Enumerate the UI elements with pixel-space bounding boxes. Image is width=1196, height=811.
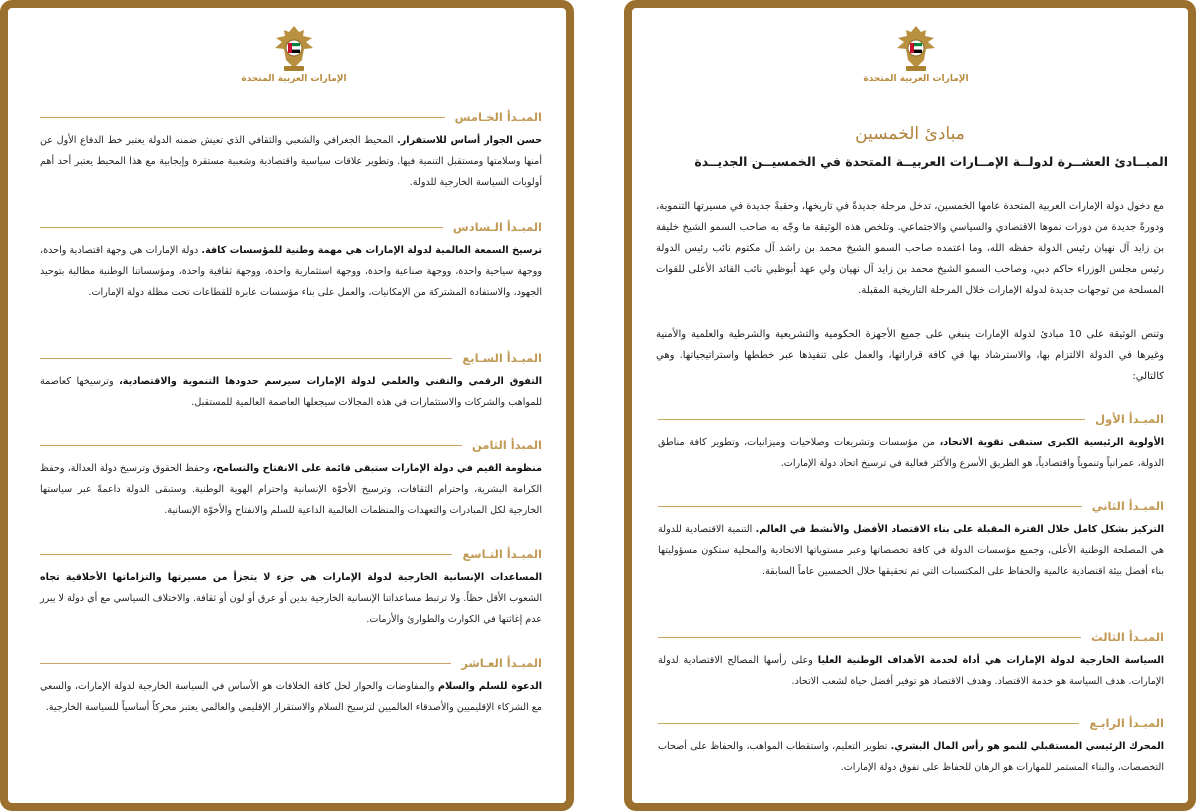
page-left (0, 0, 574, 811)
principle-title: المبـدأ الخـامس (454, 110, 542, 124)
principle-title: المبـدأ التـاسع (462, 547, 542, 561)
intro-paragraph-1: مع دخول دولة الإمارات العربية المتحدة عامها الخمسين، تدخل مرحلة جديدةً في تاريخها، وحقبةً جديدة في مسيرتها التنموية، ودورةً جديدة من دورات نموها الاقتصادي والسياسي والاجتماعي. وتلخص هذه الوثيقة ما وجّه به صاحب السمو الشيخ خليفة بن زايد آل نهيان رئيس الدولة حفظه الله، وما اعتمده صاحب السمو الشيخ محمد بن راشد آل مكتوم نائب رئيس الدولة رئيس مجلس الوزراء حاكم دبي، وصاحب السمو الشيخ محمد بن زايد آل نهيان ولي عهد أبوظبي نائب القائد الأعلى للقوات المسلحة من توجهات جديدة لدولة الإمارات خلال المرحلة التاريخية المقبلة. (656, 201, 1164, 296)
principle-body: وحفظ الحقوق وترسيخ دولة العدالة، وحفظ الكرامة البشرية، واحترام الثقافات، وترسيخ الأخوّة الإنسانية واحترام الهوية الوطنية. وستبقى الدولة داعمةً عبر سياستها الخارجية لكل المبادرات والتعهدات والمنظمات العالمية الداعية للسلم والانفتاح والأخوّة الإنسانية. (40, 463, 542, 516)
principle-title: المبـدأ الأول (1095, 412, 1164, 426)
principle-3 (658, 628, 1164, 692)
divider (658, 637, 1081, 638)
brand-name: الإمارات العربية المتحدة (241, 74, 347, 84)
divider (40, 445, 462, 446)
brand-name: الإمارات العربية المتحدة (863, 74, 969, 84)
principle-body: من مؤسسات وتشريعات وصلاحيات وميزانيات، وتطوير كافة مناطق الدولة، عمرانياً وتنموياً واقتصادياً، هو الطريق الأسرع والأكثر فعالية في ترسيخ اتحاد دولة الإمارات. (658, 437, 1164, 469)
principle-lead: ترسيخ السمعة العالمية لدولة الإمارات هي مهمة وطنية للمؤسسات كافة. (201, 245, 542, 256)
principle-8 (40, 436, 542, 521)
principle-text (658, 519, 1164, 582)
principle-title: المبـدأ السـابع (462, 351, 542, 365)
principle-text (658, 432, 1164, 474)
principle-body: الشعوب الأقل حظاً. ولا ترتبط مساعداتنا الإنسانية الخارجية بدين أو عرق أو لون أو ثقافة. والاختلاف السياسي مع أي دولة لا يبرر عدم إغاثتها في الكوارث والطوارئ والأزمات. (40, 593, 542, 625)
uae-emblem-icon (266, 22, 322, 74)
principle-lead: السياسة الخارجية لدولة الإمارات هي أداة لخدمة الأهداف الوطنية العليا (817, 655, 1164, 666)
principle-title: المبـدأ الثاني (1091, 499, 1164, 513)
principle-body: وعلى رأسها المصالح الاقتصادية لدولة الإمارات. هدف السياسة هو خدمة الاقتصاد. وهدف الاقتصاد هو توفير أفضل حياة لشعب الاتحاد. (658, 655, 1164, 687)
principle-body: التنمية الاقتصادية للدولة هي المصلحة الوطنية الأعلى، وجميع مؤسسات الدولة في كافة تخصصاتها وعبر مستوياتها الاتحادية والمحلية ستكون مسؤوليتها بناء أفضل بيئة اقتصادية عالمية والحفاظ على المكتسبات التي تم تحقيقها خلال الخمسين عاماً السابقة. (658, 524, 1164, 577)
principle-7 (40, 349, 542, 413)
principle-lead: منظومة القيم في دولة الإمارات ستبقى قائمة على الانفتاح والتسامح، (212, 463, 542, 474)
principle-9 (40, 545, 542, 630)
principle-body: المحيط الجغرافي والشعبي والثقافي الذي تعيش ضمنه الدولة يعتبر خط الدفاع الأول عن أمنها وسلامتها ومستقبل التنمية فيها. وتطوير علاقات سياسية واقتصادية وشعبية مستقرة وإيجابية مع هذا المحيط يعتبر أحد أهم أولويات السياسة الخارجية للدولة. (40, 135, 542, 188)
principle-text (40, 371, 542, 413)
principle-title: المبـدأ الثالث (1091, 630, 1164, 644)
principle-body: دولة الإمارات هي وجهة اقتصادية واحدة، ووجهة سياحية واحدة، ووجهة صناعية واحدة، ووجهة استثمارية واحدة، ووجهة ثقافية واحدة، ومؤسساتنا الوطنية مطالبة بتوحيد الجهود، والاستفادة المشتركة من الإمكانيات، والعمل على بناء مؤسسات عابرة للقطاعات تحت مظلة دولة الإمارات. (40, 245, 542, 298)
principle-text (658, 650, 1164, 692)
principle-lead: المحرك الرئيسي المستقبلي للنمو هو رأس المال البشري. (890, 741, 1164, 752)
principle-lead: التفوق الرقمي والتقني والعلمي لدولة الإمارات سيرسم حدودها التنموية والاقتصادية، (119, 376, 542, 387)
principle-lead: التركيز بشكل كامل خلال الفترة المقبلة على بناء الاقتصاد الأفضل والأنشط في العالم. (755, 524, 1164, 535)
divider (658, 506, 1082, 507)
page-right (624, 0, 1196, 811)
intro-paragraph-2: وتنص الوثيقة على 10 مبادئ لدولة الإمارات ينبغي على جميع الأجهزة الحكومية والتشريعية والشرطية والعلمية والأمنية وغيرها في الدولة الالتزام بها، والاسترشاد بها في كافة قراراتها، والعمل على تنفيذها عبر خططها واستراتيجياتها. وهي كالتالي: (656, 329, 1164, 382)
principle-body: وترسيخها كعاصمة للمواهب والشركات والاستثمارات في هذه المجالات سيجعلها العاصمة العالمية للمستقبل. (40, 376, 542, 408)
principle-title: المبـدأ الـسادس (452, 220, 542, 234)
principle-text (40, 130, 542, 193)
principle-1 (658, 410, 1164, 474)
principle-text (40, 567, 542, 630)
principle-text (40, 676, 542, 718)
principle-lead: المساعدات الإنسانية الخارجية لدولة الإمارات هي جزء لا يتجزأ من مسيرتها والتزاماتها الأخلاقية تجاه (40, 572, 542, 583)
principle-text (658, 736, 1164, 778)
principle-2 (658, 497, 1164, 582)
principle-5 (40, 108, 542, 193)
principle-lead: حسن الجوار أساس للاستقرار. (397, 135, 543, 146)
principle-body: تطوير التعليم، واستقطاب المواهب، والحفاظ على أصحاب التخصصات، والبناء المستمر للمهارات هو الرهان للحفاظ على تفوق دولة الإمارات. (658, 741, 1164, 773)
divider (658, 419, 1085, 420)
uae-emblem-icon (888, 22, 944, 74)
principle-title: المبـدأ العـاشر (461, 656, 542, 670)
principle-title: المبـدأ الرابـع (1089, 716, 1164, 730)
divider (40, 358, 452, 359)
principle-lead: الأولوية الرئيسية الكبرى ستبقى تقوية الاتحاد، (939, 437, 1165, 448)
principle-6 (40, 218, 542, 303)
principle-10 (40, 654, 542, 718)
principle-text (40, 240, 542, 303)
divider (40, 554, 452, 555)
principle-title: المبدأ الثامن (472, 438, 542, 452)
divider (40, 227, 443, 228)
principle-text (40, 458, 542, 521)
divider (658, 723, 1079, 724)
document-subtitle: المبــادئ العشــرة لدولــة الإمــارات العربيــة المتحدة في الخمسيــن الجديــدة (694, 154, 1168, 169)
divider (40, 663, 451, 664)
divider (40, 117, 445, 118)
document-title: مبادئ الخمسين (855, 124, 965, 144)
principle-lead: الدعوة للسلم والسلام (438, 681, 542, 692)
principle-4 (658, 714, 1164, 778)
principle-body: والمفاوضات والحوار لحل كافة الخلافات هو الأساس في السياسة الخارجية لدولة الإمارات، والسعي مع الشركاء الإقليميين والأصدقاء العالميين لترسيخ السلام والاستقرار الإقليمي والعالمي يعتبر محركاً أساسياً للسياسة الخارجية. (40, 681, 542, 713)
